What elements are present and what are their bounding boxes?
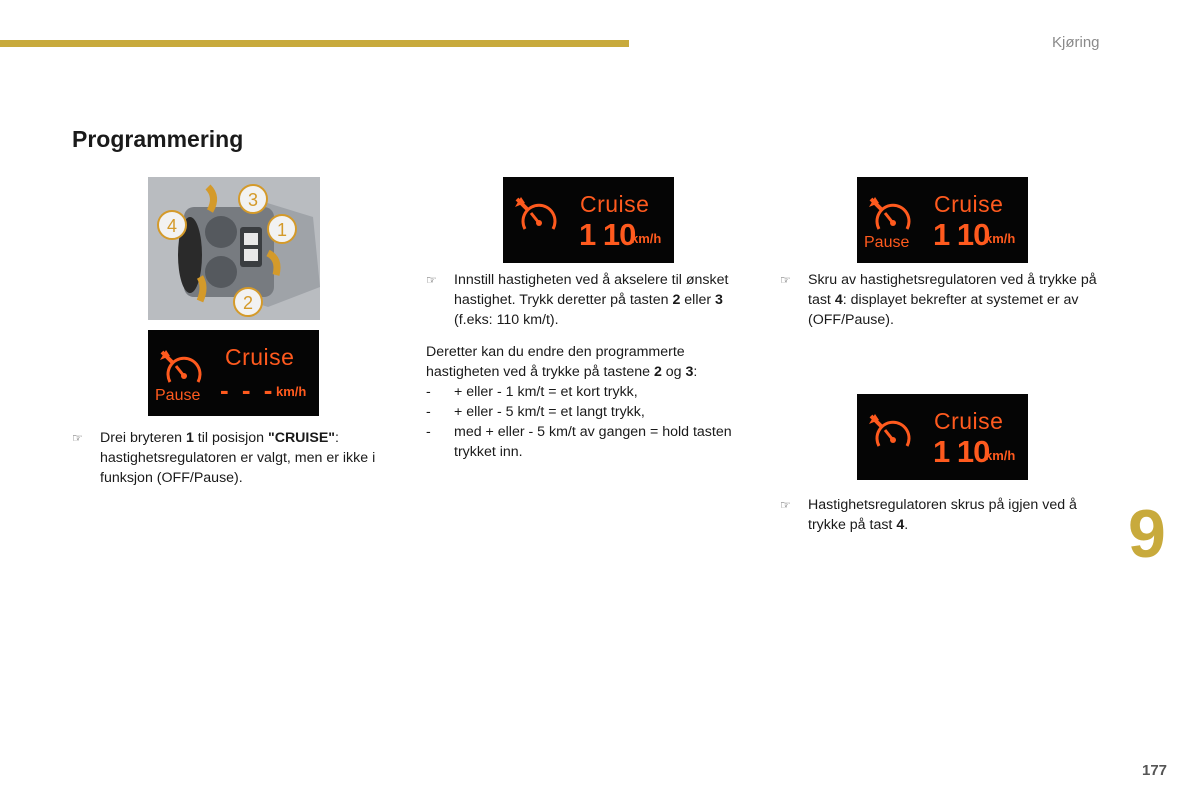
col2-text [426, 270, 746, 462]
display-pause-label: Pause [864, 234, 910, 251]
cruise-control-stalk-image [148, 177, 320, 320]
pointing-hand-icon: ☞ [780, 498, 791, 512]
button-number-1: 1 [276, 220, 288, 240]
list-item: ☞ Hastighetsregulatoren skrus på igjen ved å trykke på tast 4. [780, 497, 1077, 533]
display-speed-value: - - - [220, 375, 276, 405]
list-item: ☞ Drei bryteren 1 til posisjon "CRUISE": hastighetsregulatoren er valgt, men er ikke i funksjon (OFF/Pause). [72, 430, 376, 486]
display-speed-value: 1 10 [933, 217, 990, 252]
list-item: - med + eller - 5 km/t av gangen = hold tasten trykket inn. [426, 424, 732, 460]
speedometer-icon [158, 348, 204, 390]
page-number: 177 [1142, 762, 1168, 779]
display-pause-label: Pause [155, 387, 201, 404]
section-title: Kjøring [1052, 34, 1100, 51]
list-item: - + eller - 5 km/t = et langt trykk, [426, 404, 645, 420]
chapter-number: 9 [1128, 496, 1166, 572]
cruise-display-resumed [857, 394, 1028, 480]
list-item: ☞ Skru av hastighetsregulatoren ved å trykke på tast 4: displayet bekrefter at systemet er av (OFF/Pause). [780, 272, 1097, 328]
col1-text [72, 428, 398, 488]
cruise-display-paused-no-speed [148, 330, 319, 416]
cruise-display-paused [857, 177, 1028, 263]
speedometer-icon [513, 195, 559, 237]
display-cruise-label: Cruise [934, 408, 1004, 434]
header-accent-bar [0, 40, 629, 47]
list-item: - + eller - 1 km/t = et kort trykk, [426, 384, 638, 400]
speedometer-icon [867, 412, 913, 454]
display-speed-unit: km/h [985, 231, 1016, 246]
page-heading: Programmering [72, 126, 244, 152]
display-speed-unit: km/h [985, 448, 1016, 463]
pointing-hand-icon: ☞ [780, 273, 791, 287]
display-speed-unit: km/h [631, 231, 662, 246]
button-number-2: 2 [242, 293, 254, 313]
display-speed-value: 1 10 [933, 434, 990, 469]
pointing-hand-icon: ☞ [426, 273, 437, 287]
display-cruise-label: Cruise [580, 191, 650, 217]
pointing-hand-icon: ☞ [72, 431, 83, 445]
display-cruise-label: Cruise [225, 344, 295, 370]
display-speed-unit: km/h [276, 384, 307, 399]
col3-text-bottom [780, 495, 1110, 535]
cruise-display-active [503, 177, 674, 263]
display-speed-value: 1 10 [579, 217, 636, 252]
list-item: ☞ Innstill hastigheten ved å akselere til ønsket hastighet. Trykk deretter på tasten 2 eller 3 (f.eks: 110 km/t). [426, 272, 729, 328]
col3-text-top [780, 270, 1110, 330]
button-number-4: 4 [166, 216, 178, 236]
display-cruise-label: Cruise [934, 191, 1004, 217]
speedometer-icon [867, 195, 913, 237]
button-number-3: 3 [247, 190, 259, 210]
paragraph: Deretter kan du endre den programmerte hastigheten ved å trykke på tastene 2 og 3: [426, 344, 698, 380]
